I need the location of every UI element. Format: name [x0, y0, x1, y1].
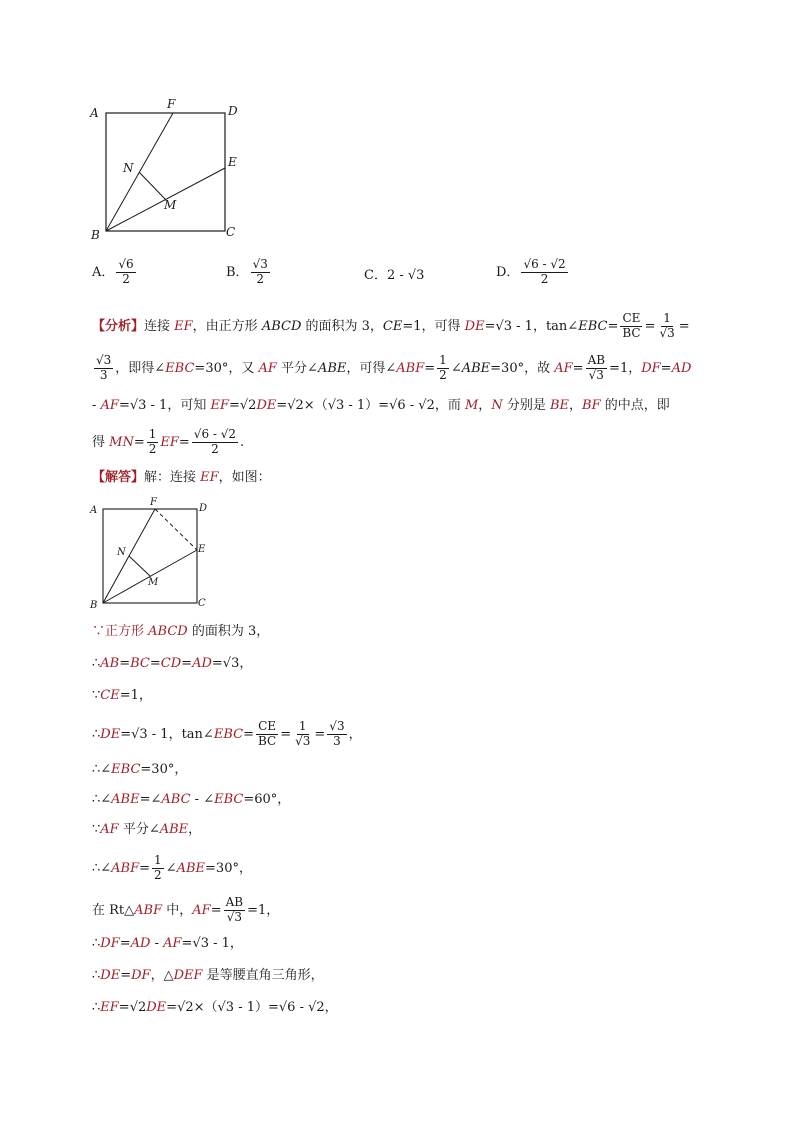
fig1-label-a: A [90, 106, 99, 120]
option-b: B． $\frac{√3}{2}$ [226, 257, 268, 286]
fig2-label-n: N [117, 547, 126, 558]
solution-step-7: ∵AF 平分∠ABE， [92, 822, 202, 837]
solution-step-6: ∴∠ABE=∠ABC - ∠EBC=60°， [92, 792, 291, 807]
option-c: C．2 - √3 [364, 268, 425, 283]
solution-step-2: ∴AB=BC=CD=AD=√3， [92, 656, 253, 671]
solution-step-12: ∴EF=√2DE=√2×（√3 - 1）=√6 - √2， [92, 1000, 338, 1015]
solution-step-3: ∵CE=1， [92, 688, 152, 703]
fig1-label-m: M [164, 198, 177, 212]
fig1-label-f: F [167, 97, 176, 111]
fig1-label-e: E [228, 155, 237, 169]
solution-step-9: 在 Rt△ABF 中，AF= $\frac{AB}{√3}$ =1， [92, 895, 280, 924]
solution-step-5: ∴∠EBC=30°， [92, 762, 188, 777]
analysis-line-1: 【分析】连接 EF，由正方形 ABCD 的面积为 3，CE=1，可得 DE=√3 - 1，tan∠EBC= $\frac{CE}{BC}$ = $\frac{1}{√3}$ = [92, 311, 690, 340]
fig1-label-n: N [123, 161, 134, 175]
fig1-label-c: C [226, 225, 236, 239]
fig2-label-d: D [199, 503, 208, 514]
solution-step-11: ∴DE=DF，△DEF 是等腰直角三角形， [92, 968, 324, 983]
fig2-label-b: B [90, 600, 98, 611]
fig2-label-e: E [198, 544, 206, 555]
figure-square-2 [86, 494, 216, 612]
option-d: D． $\frac{√6 - √2}{2}$ [496, 257, 566, 286]
analysis-line-4: 得 MN= $\frac{1}{2}$ EF= $\frac{√6 - √2}{2}$ . [92, 427, 245, 456]
solution-step-8: ∴∠ABF= $\frac{1}{2}$ ∠ABE=30°， [92, 853, 252, 882]
solution-step-10: ∴DF=AD - AF=√3 - 1， [92, 936, 243, 951]
fig1-label-d: D [228, 104, 238, 118]
fig2-label-a: A [90, 505, 98, 516]
fig2-label-m: M [148, 577, 159, 588]
analysis-line-3: - AF=√3 - 1，可知 EF=√2DE=√2×（√3 - 1）=√6 - √2，而 M，N 分别是 BE，BF 的中点，即 [92, 398, 670, 413]
fig2-label-c: C [198, 598, 206, 609]
figure-square-1 [86, 96, 246, 246]
solution-step-4: ∴DE=√3 - 1，tan∠EBC= $\frac{CE}{BC}$ = $\frac{1}{√3}$ = $\frac{√3}{3}$ ， [92, 719, 362, 748]
analysis-line-2: $\frac{√3}{3}$ ，即得∠EBC=30°，又 AF 平分∠ABE，可得∠ABF= $\frac{1}{2}$ ∠ABE=30°，故 AF= $\frac{AB}{√3}$ =1，DF=AD [96, 353, 692, 382]
fig2-label-f: F [150, 497, 157, 508]
solution-intro: 【解答】解：连接 EF，如图： [92, 470, 271, 485]
solution-step-1: ∵正方形 ABCD 的面积为 3， [92, 624, 270, 639]
fig1-label-b: B [91, 228, 100, 242]
option-a: A． $\frac{√6}{2}$ [92, 257, 134, 286]
